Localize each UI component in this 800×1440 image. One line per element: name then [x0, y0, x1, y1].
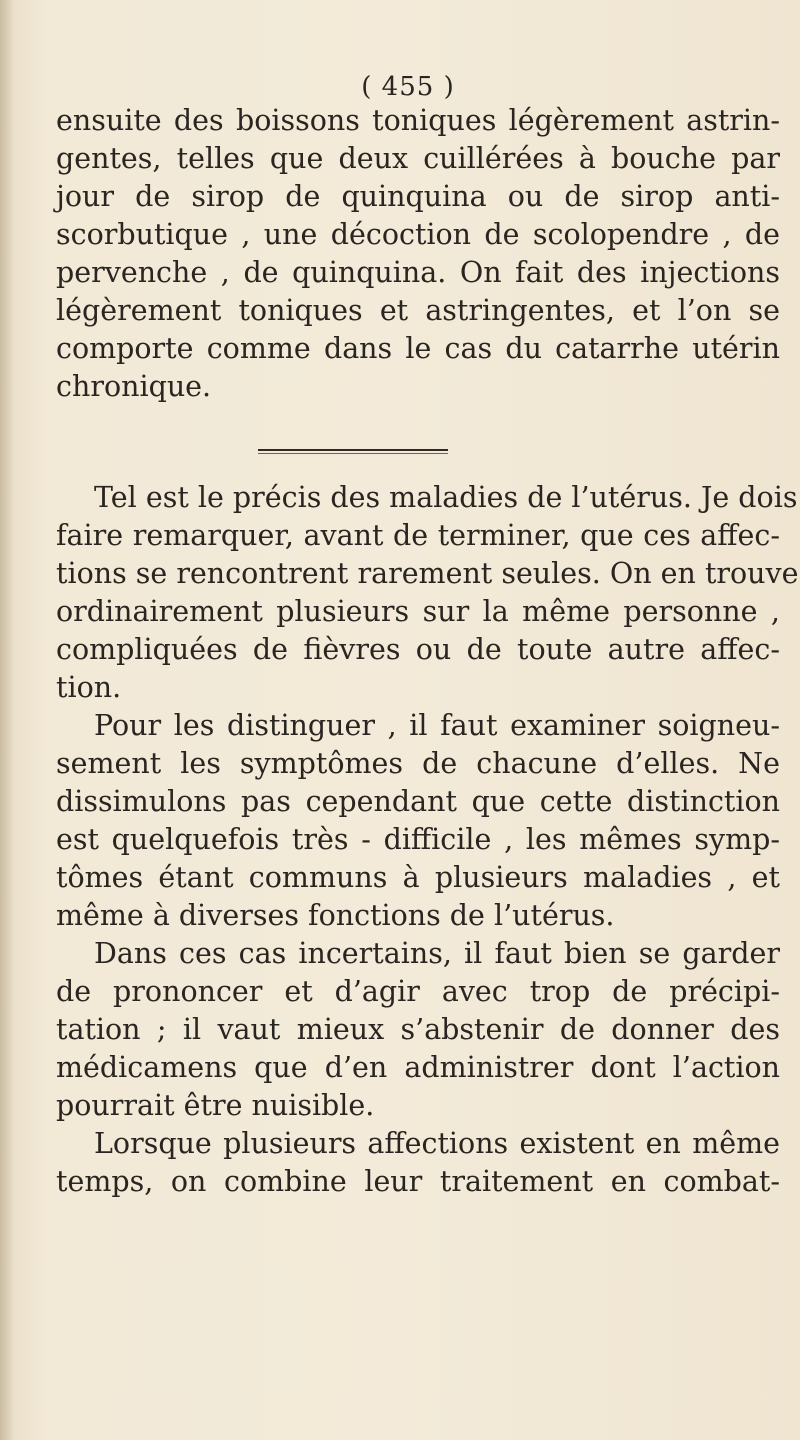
text-line: temps, on combine leur traitement en combat-	[56, 1165, 780, 1198]
paragraph-4	[56, 935, 780, 1125]
text-line: même à diverses fonctions de l’utérus.	[56, 899, 615, 932]
paragraph-3	[56, 707, 780, 935]
text-line: Tel est le précis des maladies de l’utérus. Je dois	[94, 481, 798, 514]
text-block-top	[56, 102, 780, 406]
text-line: tômes étant communs à plusieurs maladies , et	[56, 861, 780, 894]
text-block-main	[56, 479, 799, 1201]
page-number: ( 455 )	[361, 72, 455, 102]
text-line: tion.	[56, 671, 122, 704]
text-line: compliquées de fièvres ou de toute autre affec-	[56, 633, 780, 666]
text-line: faire remarquer, avant de terminer, que ces affec-	[56, 519, 780, 552]
text-line: dissimulons pas cependant que cette distinction	[56, 785, 780, 818]
text-line: est quelquefois très - difficile , les mêmes symp-	[56, 823, 780, 856]
text-line: ensuite des boissons toniques légèrement astrin-	[56, 104, 780, 137]
section-divider	[258, 449, 448, 451]
paragraph-1	[56, 102, 780, 406]
text-line: scorbutique , une décoction de scolopendre , de	[56, 218, 780, 251]
text-line: ordinairement plusieurs sur la même personne ,	[56, 595, 780, 628]
text-line: gentes, telles que deux cuillérées à bouche par	[56, 142, 780, 175]
text-line: sement les symptômes de chacune d’elles. Ne	[56, 747, 780, 780]
text-line: comporte comme dans le cas du catarrhe utérin	[56, 332, 780, 365]
text-line: pervenche , de quinquina. On fait des injections	[56, 256, 780, 289]
text-line: chronique.	[56, 370, 212, 403]
text-line: Dans ces cas incertains, il faut bien se garder	[94, 937, 780, 970]
text-line: jour de sirop de quinquina ou de sirop anti-	[56, 180, 780, 213]
text-line: Lorsque plusieurs affections existent en même	[94, 1127, 780, 1160]
gutter-shadow	[0, 0, 14, 1440]
text-line: de prononcer et d’agir avec trop de précipi-	[56, 975, 780, 1008]
paragraph-5	[56, 1125, 780, 1201]
text-line: médicamens que d’en administrer dont l’action	[56, 1051, 780, 1084]
text-line: tation ; il vaut mieux s’abstenir de donner des	[56, 1013, 780, 1046]
text-line: pourrait être nuisible.	[56, 1089, 375, 1122]
paragraph-2	[56, 479, 799, 707]
text-line: Pour les distinguer , il faut examiner soigneu-	[94, 709, 780, 742]
text-line: tions se rencontrent rarement seules. On en trouve	[56, 557, 799, 590]
text-line: légèrement toniques et astringentes, et l’on se	[56, 294, 780, 327]
